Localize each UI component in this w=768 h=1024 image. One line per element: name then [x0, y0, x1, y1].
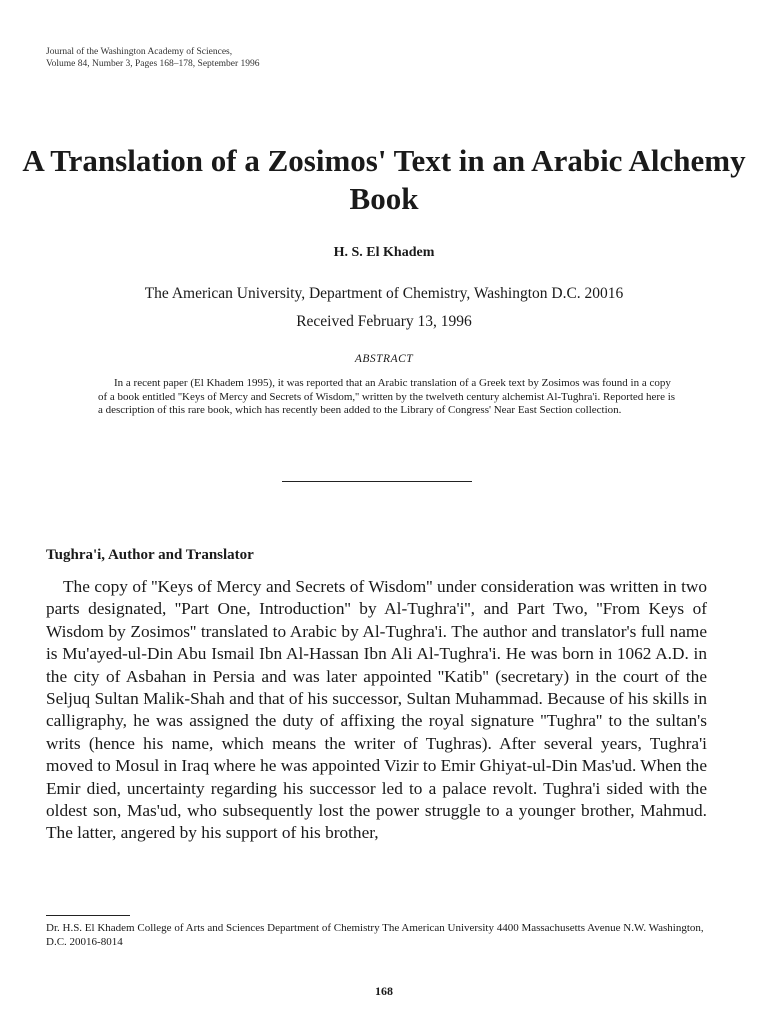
- page-number: 168: [375, 984, 393, 998]
- received-date: Received February 13, 1996: [296, 313, 472, 330]
- abstract-text: In a recent paper (El Khadem 1995), it was reported that an Arabic translation of a Greek text by Zosimos was found in a copy of a book entitled ''Keys of Mercy and Secrets of Wisdom,'' written by the twelveth century alchemist Al-Tughra'i. Reported here is a description of this rare book, which has recently been added to the Library of Congress' Near East Section collection.: [98, 377, 676, 416]
- journal-header: [46, 46, 260, 70]
- footnote: Dr. H.S. El Khadem College of Arts and Sciences Department of Chemistry The American University 4400 Massachusetts Avenue N.W. Washington, D.C. 20016-8014: [46, 922, 704, 948]
- section-divider: [282, 481, 472, 482]
- author-affiliation: The American University, Department of Chemistry, Washington D.C. 20016: [144, 285, 624, 302]
- body-paragraph: The copy of ''Keys of Mercy and Secrets of Wisdom'' under consideration was written in two parts designated, ''Part One, Introduction'' by Al-Tughra'i'', and Part Two, ''From Keys of Wisdom by Zosimos'' translated to Arabic by Al-Tughra'i. The author and translator's full name is Mu'ayed-ul-Din Abu Ismail Ibn Al-Hassan Ibn Ali Al-Tughra'i. He was born in 1062 A.D. in the city of Asbahan in Persia and was later appointed ''Katib'' (secretary) in the court of the Seljuq Sultan Malik-Shah and that of his successor, Sultan Muhammad. Because of his skills in calligraphy, he was assigned the duty of affixing the royal signature ''Tughra'' to the sultan's writs (hence his name, which means the writer of Tughras). After several years, Tughra'i moved to Mosul in Iraq where he was appointed Vizir to Emir Ghiyat-ul-Din Mas'ud. When the Emir died, uncertainty regarding his successor led to a palace revolt. Tughra'i sided with the oldest son, Mas'ud, who subsequently lost the power struggle to a younger brother, Mahmud. The latter, angered by his support of his brother,: [46, 577, 707, 843]
- article-title: A Translation of a Zosimos' Text in an Arabic Alchemy Book: [22, 143, 746, 216]
- abstract-heading: ABSTRACT: [354, 353, 414, 365]
- section-heading: Tughra'i, Author and Translator: [46, 547, 254, 563]
- footnote-rule: [46, 915, 130, 916]
- journal-volume-info: Volume 84, Number 3, Pages 168–178, September 1996: [46, 59, 260, 69]
- journal-name: Journal of the Washington Academy of Sciences,: [46, 47, 233, 57]
- author-name: H. S. El Khadem: [333, 245, 435, 260]
